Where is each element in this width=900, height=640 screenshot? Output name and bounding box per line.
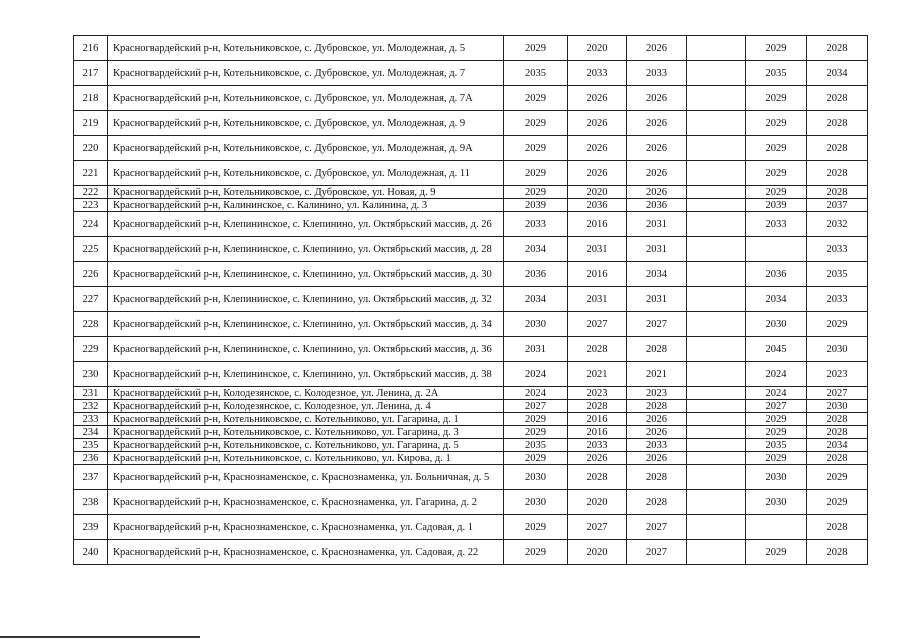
address-cell: Красногвардейский р-н, Клепининское, с. Клепинино, ул. Октябрьский массив, д. 28	[108, 237, 504, 262]
address-cell: Красногвардейский р-н, Котельниковское, с. Дубровское, ул. Новая, д. 9	[108, 186, 504, 199]
year-col-6: 2028	[807, 161, 868, 186]
year-col-6: 2028	[807, 426, 868, 439]
year-col-5: 2029	[746, 426, 807, 439]
row-number: 221	[74, 161, 108, 186]
row-number: 232	[74, 400, 108, 413]
table-row	[74, 287, 868, 312]
table-row	[74, 212, 868, 237]
year-col-2: 2026	[568, 161, 627, 186]
year-col-6: 2029	[807, 465, 868, 490]
address-cell: Красногвардейский р-н, Краснознаменское, с. Краснознаменка, ул. Садовая, д. 22	[108, 540, 504, 565]
year-col-6: 2028	[807, 515, 868, 540]
year-col-5	[746, 237, 807, 262]
year-col-3: 2026	[627, 426, 687, 439]
year-col-4	[687, 86, 746, 111]
table-row	[74, 362, 868, 387]
address-cell: Красногвардейский р-н, Котельниковское, с. Дубровское, ул. Молодежная, д. 7А	[108, 86, 504, 111]
year-col-5: 2029	[746, 413, 807, 426]
year-col-1: 2029	[504, 540, 568, 565]
row-number: 219	[74, 111, 108, 136]
year-col-5: 2029	[746, 136, 807, 161]
year-col-4	[687, 237, 746, 262]
year-col-1: 2029	[504, 86, 568, 111]
year-col-3: 2031	[627, 237, 687, 262]
table-row	[74, 36, 868, 61]
row-number: 220	[74, 136, 108, 161]
year-col-1: 2030	[504, 312, 568, 337]
year-col-2: 2028	[568, 465, 627, 490]
year-col-6: 2028	[807, 186, 868, 199]
table-row	[74, 312, 868, 337]
year-col-6: 2028	[807, 136, 868, 161]
year-col-3: 2027	[627, 312, 687, 337]
row-number: 240	[74, 540, 108, 565]
address-cell: Красногвардейский р-н, Клепининское, с. Клепинино, ул. Октябрьский массив, д. 26	[108, 212, 504, 237]
year-col-3: 2031	[627, 212, 687, 237]
year-col-5: 2036	[746, 262, 807, 287]
year-col-1: 2027	[504, 400, 568, 413]
year-col-2: 2031	[568, 287, 627, 312]
address-cell: Красногвардейский р-н, Клепининское, с. Клепинино, ул. Октябрьский массив, д. 34	[108, 312, 504, 337]
year-col-4	[687, 212, 746, 237]
year-col-4	[687, 337, 746, 362]
year-col-5: 2030	[746, 465, 807, 490]
row-number: 224	[74, 212, 108, 237]
year-col-1: 2029	[504, 161, 568, 186]
year-col-1: 2029	[504, 426, 568, 439]
year-col-2: 2016	[568, 262, 627, 287]
address-cell: Красногвардейский р-н, Котельниковское, с. Дубровское, ул. Молодежная, д. 7	[108, 61, 504, 86]
row-number: 216	[74, 36, 108, 61]
year-col-4	[687, 490, 746, 515]
year-col-4	[687, 61, 746, 86]
year-col-2: 2020	[568, 36, 627, 61]
year-col-3: 2031	[627, 287, 687, 312]
address-cell: Красногвардейский р-н, Клепининское, с. Клепинино, ул. Октябрьский массив, д. 38	[108, 362, 504, 387]
year-col-4	[687, 312, 746, 337]
year-col-3: 2026	[627, 161, 687, 186]
year-col-6: 2037	[807, 199, 868, 212]
address-cell: Красногвардейский р-н, Клепининское, с. Клепинино, ул. Октябрьский массив, д. 30	[108, 262, 504, 287]
year-col-1: 2024	[504, 387, 568, 400]
year-col-1: 2029	[504, 413, 568, 426]
year-col-2: 2016	[568, 413, 627, 426]
year-col-2: 2028	[568, 400, 627, 413]
year-col-1: 2029	[504, 136, 568, 161]
table-row	[74, 452, 868, 465]
year-col-4	[687, 287, 746, 312]
year-col-6: 2028	[807, 540, 868, 565]
address-cell: Красногвардейский р-н, Котельниковское, с. Дубровское, ул. Молодежная, д. 9	[108, 111, 504, 136]
table-row	[74, 540, 868, 565]
year-col-3: 2026	[627, 186, 687, 199]
year-col-1: 2030	[504, 465, 568, 490]
table-row	[74, 439, 868, 452]
year-col-4	[687, 186, 746, 199]
year-col-2: 2027	[568, 312, 627, 337]
year-col-1: 2035	[504, 439, 568, 452]
year-col-4	[687, 439, 746, 452]
year-col-5: 2029	[746, 86, 807, 111]
year-col-4	[687, 262, 746, 287]
year-col-4	[687, 413, 746, 426]
year-col-2: 2033	[568, 61, 627, 86]
year-col-6: 2034	[807, 439, 868, 452]
row-number: 222	[74, 186, 108, 199]
year-col-1: 2034	[504, 287, 568, 312]
year-col-4	[687, 387, 746, 400]
year-col-1: 2039	[504, 199, 568, 212]
year-col-4	[687, 161, 746, 186]
year-col-3: 2026	[627, 86, 687, 111]
address-cell: Красногвардейский р-н, Краснознаменское, с. Краснознаменка, ул. Садовая, д. 1	[108, 515, 504, 540]
year-col-1: 2033	[504, 212, 568, 237]
year-col-4	[687, 515, 746, 540]
table-row	[74, 186, 868, 199]
row-number: 235	[74, 439, 108, 452]
year-col-4	[687, 400, 746, 413]
year-col-4	[687, 136, 746, 161]
year-col-2: 2016	[568, 212, 627, 237]
year-col-5: 2039	[746, 199, 807, 212]
year-col-1: 2030	[504, 490, 568, 515]
year-col-1: 2029	[504, 111, 568, 136]
year-col-5: 2045	[746, 337, 807, 362]
year-col-5: 2029	[746, 111, 807, 136]
year-col-1: 2029	[504, 36, 568, 61]
year-col-1: 2031	[504, 337, 568, 362]
year-col-4	[687, 362, 746, 387]
year-col-6: 2028	[807, 413, 868, 426]
year-col-2: 2026	[568, 86, 627, 111]
year-col-3: 2036	[627, 199, 687, 212]
year-col-3: 2034	[627, 262, 687, 287]
year-col-6: 2032	[807, 212, 868, 237]
table-row	[74, 426, 868, 439]
address-cell: Красногвардейский р-н, Колодезянское, с. Колодезное, ул. Ленина, д. 4	[108, 400, 504, 413]
year-col-4	[687, 426, 746, 439]
year-col-5: 2035	[746, 439, 807, 452]
year-col-5: 2030	[746, 490, 807, 515]
year-col-3: 2026	[627, 111, 687, 136]
year-col-5: 2029	[746, 540, 807, 565]
year-col-4	[687, 465, 746, 490]
year-col-2: 2020	[568, 186, 627, 199]
year-col-3: 2028	[627, 337, 687, 362]
year-col-3: 2026	[627, 413, 687, 426]
year-col-2: 2020	[568, 490, 627, 515]
year-col-2: 2026	[568, 452, 627, 465]
year-col-6: 2035	[807, 262, 868, 287]
table-row	[74, 413, 868, 426]
year-col-5: 2024	[746, 387, 807, 400]
address-cell: Красногвардейский р-н, Котельниковское, с. Котельниково, ул. Гагарина, д. 3	[108, 426, 504, 439]
year-col-3: 2026	[627, 136, 687, 161]
year-col-6: 2028	[807, 36, 868, 61]
scan-edge-line	[0, 636, 200, 638]
year-col-3: 2028	[627, 400, 687, 413]
year-col-2: 2020	[568, 540, 627, 565]
year-col-6: 2033	[807, 287, 868, 312]
row-number: 223	[74, 199, 108, 212]
year-col-6: 2028	[807, 86, 868, 111]
year-col-5	[746, 515, 807, 540]
address-cell: Красногвардейский р-н, Клепининское, с. Клепинино, ул. Октябрьский массив, д. 32	[108, 287, 504, 312]
year-col-5: 2033	[746, 212, 807, 237]
address-cell: Красногвардейский р-н, Котельниковское, с. Котельниково, ул. Гагарина, д. 1	[108, 413, 504, 426]
table-row	[74, 61, 868, 86]
year-col-3: 2023	[627, 387, 687, 400]
row-number: 227	[74, 287, 108, 312]
table-row	[74, 136, 868, 161]
year-col-4	[687, 540, 746, 565]
row-number: 236	[74, 452, 108, 465]
year-col-4	[687, 452, 746, 465]
table-row	[74, 86, 868, 111]
year-col-3: 2033	[627, 439, 687, 452]
address-cell: Красногвардейский р-н, Котельниковское, с. Котельниково, ул. Гагарина, д. 5	[108, 439, 504, 452]
year-col-5: 2030	[746, 312, 807, 337]
table-row	[74, 387, 868, 400]
row-number: 237	[74, 465, 108, 490]
address-cell: Красногвардейский р-н, Котельниковское, с. Котельниково, ул. Кирова, д. 1	[108, 452, 504, 465]
year-col-6: 2034	[807, 61, 868, 86]
row-number: 239	[74, 515, 108, 540]
year-col-6: 2028	[807, 111, 868, 136]
address-cell: Красногвардейский р-н, Котельниковское, с. Дубровское, ул. Молодежная, д. 11	[108, 161, 504, 186]
year-col-2: 2021	[568, 362, 627, 387]
year-col-3: 2027	[627, 515, 687, 540]
table-row	[74, 515, 868, 540]
row-number: 234	[74, 426, 108, 439]
year-col-3: 2033	[627, 61, 687, 86]
housing-repair-schedule-table	[73, 35, 868, 565]
table-row	[74, 465, 868, 490]
table-row	[74, 262, 868, 287]
year-col-1: 2036	[504, 262, 568, 287]
row-number: 217	[74, 61, 108, 86]
year-col-4	[687, 111, 746, 136]
year-col-6: 2030	[807, 400, 868, 413]
year-col-6: 2028	[807, 452, 868, 465]
year-col-5: 2024	[746, 362, 807, 387]
row-number: 233	[74, 413, 108, 426]
year-col-1: 2034	[504, 237, 568, 262]
year-col-3: 2028	[627, 465, 687, 490]
address-cell: Красногвардейский р-н, Краснознаменское, с. Краснознаменка, ул. Больничная, д. 5	[108, 465, 504, 490]
year-col-1: 2024	[504, 362, 568, 387]
year-col-2: 2026	[568, 111, 627, 136]
year-col-4	[687, 36, 746, 61]
year-col-2: 2031	[568, 237, 627, 262]
year-col-5: 2029	[746, 36, 807, 61]
table-row	[74, 337, 868, 362]
year-col-6: 2027	[807, 387, 868, 400]
address-cell: Красногвардейский р-н, Котельниковское, с. Дубровское, ул. Молодежная, д. 9А	[108, 136, 504, 161]
year-col-2: 2027	[568, 515, 627, 540]
address-cell: Красногвардейский р-н, Котельниковское, с. Дубровское, ул. Молодежная, д. 5	[108, 36, 504, 61]
table-row	[74, 237, 868, 262]
table-row	[74, 490, 868, 515]
row-number: 228	[74, 312, 108, 337]
year-col-5: 2035	[746, 61, 807, 86]
row-number: 229	[74, 337, 108, 362]
year-col-3: 2021	[627, 362, 687, 387]
row-number: 231	[74, 387, 108, 400]
table-row	[74, 161, 868, 186]
row-number: 230	[74, 362, 108, 387]
year-col-1: 2029	[504, 515, 568, 540]
year-col-2: 2026	[568, 136, 627, 161]
year-col-6: 2030	[807, 337, 868, 362]
year-col-2: 2016	[568, 426, 627, 439]
table-row	[74, 111, 868, 136]
table-row	[74, 400, 868, 413]
row-number: 218	[74, 86, 108, 111]
year-col-1: 2029	[504, 452, 568, 465]
row-number: 225	[74, 237, 108, 262]
year-col-3: 2028	[627, 490, 687, 515]
year-col-1: 2035	[504, 61, 568, 86]
year-col-4	[687, 199, 746, 212]
year-col-1: 2029	[504, 186, 568, 199]
year-col-5: 2029	[746, 161, 807, 186]
year-col-3: 2026	[627, 36, 687, 61]
address-cell: Красногвардейский р-н, Краснознаменское, с. Краснознаменка, ул. Гагарина, д. 2	[108, 490, 504, 515]
year-col-5: 2029	[746, 186, 807, 199]
year-col-2: 2028	[568, 337, 627, 362]
table-body	[74, 36, 868, 565]
row-number: 226	[74, 262, 108, 287]
year-col-6: 2029	[807, 312, 868, 337]
table-row	[74, 199, 868, 212]
year-col-5: 2027	[746, 400, 807, 413]
row-number: 238	[74, 490, 108, 515]
address-cell: Красногвардейский р-н, Калининское, с. Калинино, ул. Калинина, д. 3	[108, 199, 504, 212]
year-col-6: 2029	[807, 490, 868, 515]
year-col-6: 2023	[807, 362, 868, 387]
year-col-6: 2033	[807, 237, 868, 262]
year-col-3: 2026	[627, 452, 687, 465]
address-cell: Красногвардейский р-н, Клепининское, с. Клепинино, ул. Октябрьский массив, д. 36	[108, 337, 504, 362]
year-col-3: 2027	[627, 540, 687, 565]
address-cell: Красногвардейский р-н, Колодезянское, с. Колодезное, ул. Ленина, д. 2А	[108, 387, 504, 400]
year-col-2: 2023	[568, 387, 627, 400]
year-col-5: 2034	[746, 287, 807, 312]
year-col-2: 2033	[568, 439, 627, 452]
year-col-5: 2029	[746, 452, 807, 465]
year-col-2: 2036	[568, 199, 627, 212]
